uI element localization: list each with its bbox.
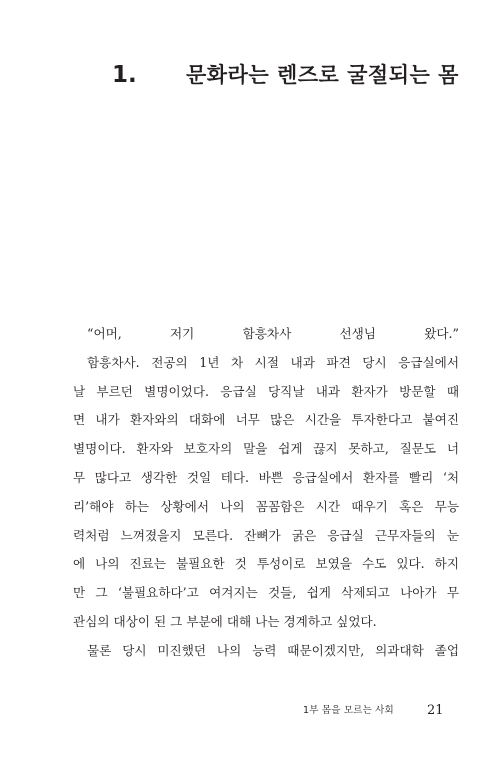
body-line: 관심의 대상이 된 그 부분에 대해 나는 경계하고 싶었다. bbox=[73, 613, 377, 629]
body-line: 면 내가 환자와의 대화에 너무 많은 시간을 투자한다고 붙여진 bbox=[73, 412, 459, 428]
body-line: 무 많다고 생각한 것일 테다. 바쁜 응급실에서 환자를 빨리 ‘처 bbox=[73, 469, 459, 485]
body-line: 날 부르던 별명이었다. 응급실 당직날 내과 환자가 방문할 때 bbox=[73, 383, 459, 399]
body-line: 리’해야 하는 상황에서 나의 꼼꼼함은 시간 때우기 혹은 무능 bbox=[73, 498, 459, 514]
body-line: “어머, 저기 함흥차사 선생님 왔다.” bbox=[87, 326, 459, 341]
chapter-title: 문화라는 렌즈로 굴절되는 몸 bbox=[186, 63, 459, 87]
chapter-number: 1. bbox=[112, 62, 137, 88]
running-head: 1부 몸을 모르는 사회 bbox=[303, 705, 394, 716]
page-footer bbox=[0, 701, 500, 721]
body-text bbox=[73, 320, 459, 666]
body-line: 물론 당시 미진했던 나의 능력 때문이겠지만, 의과대학 졸업 bbox=[87, 642, 459, 658]
chapter-heading bbox=[0, 60, 500, 94]
body-line: 별명이다. 환자와 보호자의 말을 쉽게 끊지 못하고, 질문도 너 bbox=[73, 441, 459, 457]
page-number: 21 bbox=[427, 703, 444, 718]
body-line: 함흥차사. 전공의 1년 차 시절 내과 파견 당시 응급실에서 bbox=[87, 354, 459, 370]
body-line: 에 나의 진료는 불필요한 것 투성이로 보였을 수도 있다. 하지 bbox=[73, 556, 459, 572]
body-line: 만 그 ‘불필요하다’고 여겨지는 것들, 쉽게 삭제되고 나아가 무 bbox=[73, 585, 459, 601]
body-line: 력처럼 느껴졌을지 모른다. 잔뼈가 굵은 응급실 근무자들의 눈 bbox=[73, 527, 459, 543]
